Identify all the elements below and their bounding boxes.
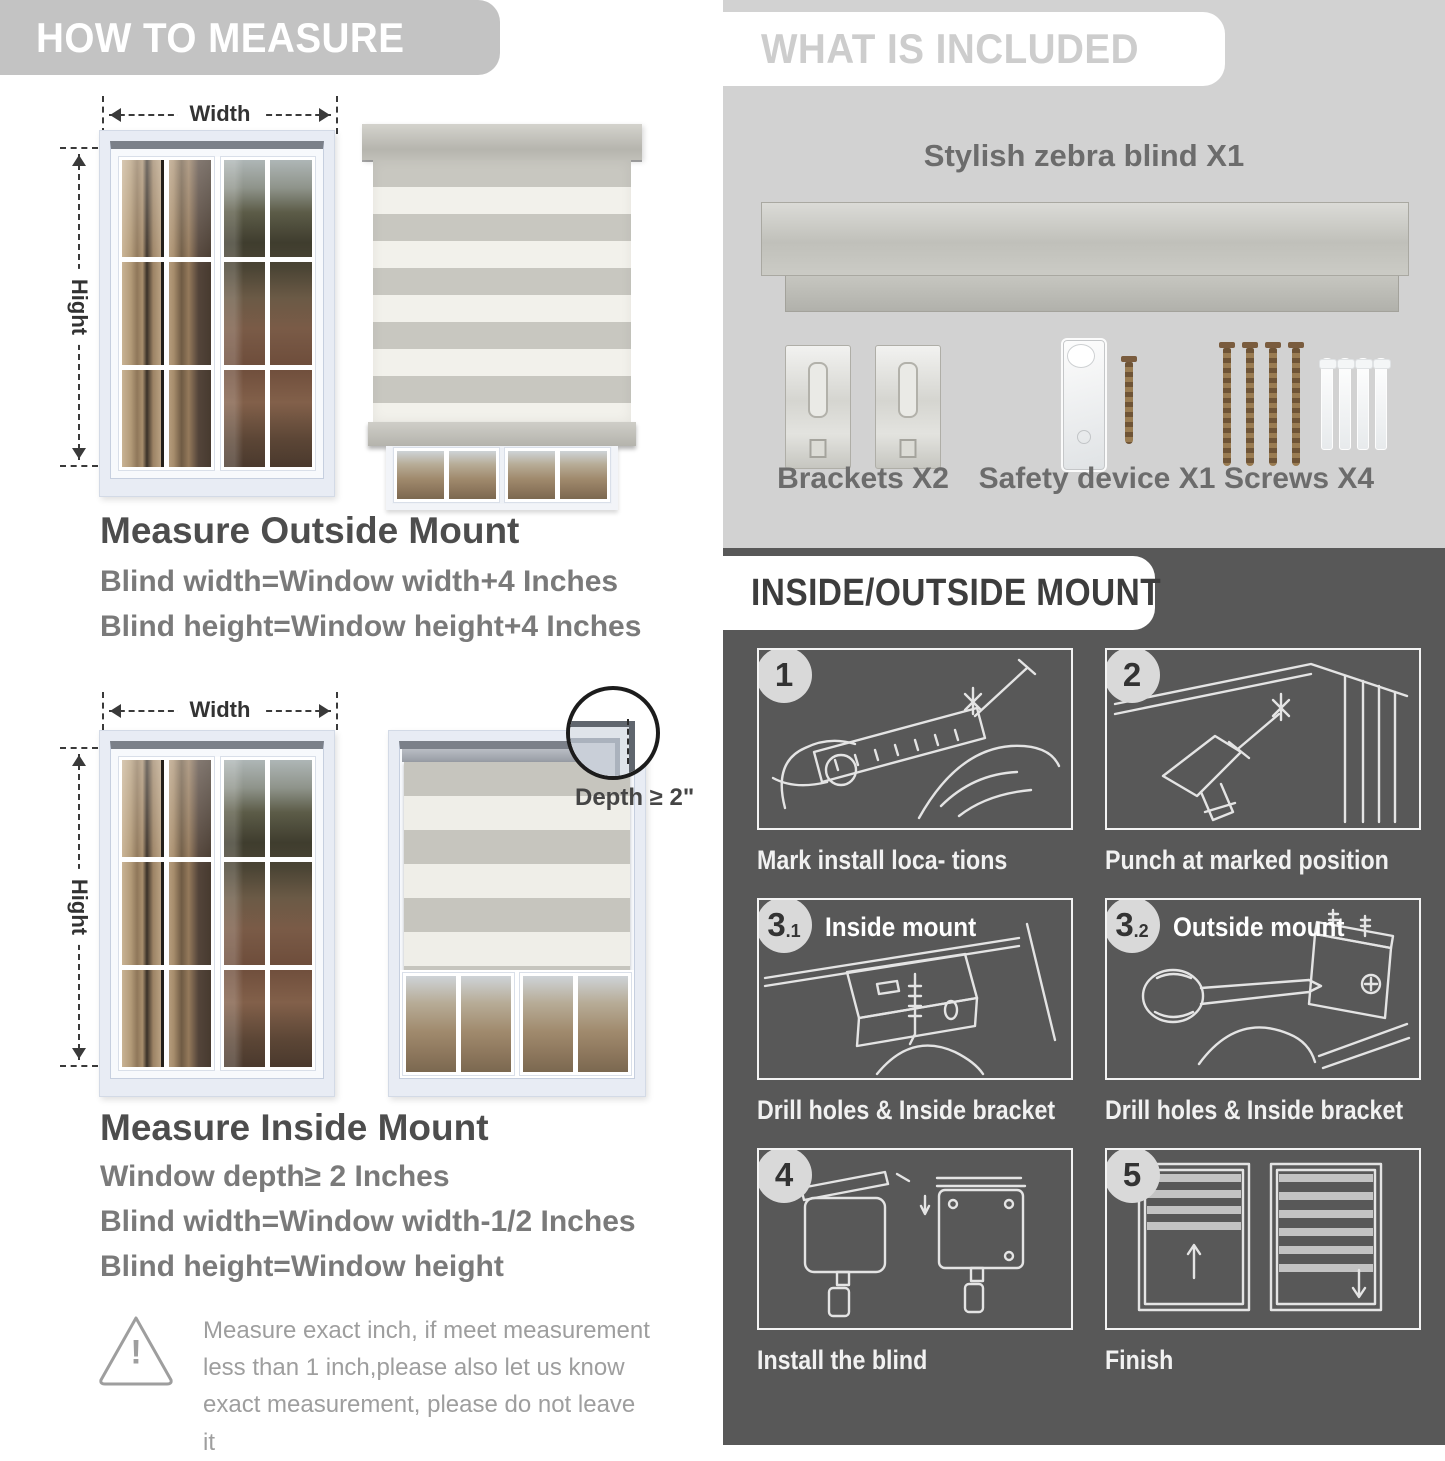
inside-depth-rule: Window depth≥ 2 Inches [100,1160,450,1193]
warning-triangle-icon [95,1312,177,1388]
badge-number: 2 [1122,656,1142,693]
width-tick-left [102,692,104,730]
step-3-1-title: Inside mount [825,912,977,942]
height-tick-bottom [60,465,98,467]
cassette-headrail [761,202,1409,276]
step-2-caption: Punch at marked position [1105,845,1389,875]
bracket-icon [875,345,941,469]
wall-anchor-icon [1321,358,1333,450]
step-3-1-badge [757,898,812,953]
blind-cassette [362,124,642,160]
step-3-2-caption: Drill holes & Inside bracket [1105,1095,1404,1125]
mount-banner [723,556,1162,630]
measurement-warning [95,1312,663,1461]
width-tick-left [102,96,104,134]
screw-icon [1125,362,1133,444]
blind-bottom-rail [368,422,636,446]
step-4-badge [757,1148,812,1203]
window-below-blind [386,446,618,510]
depth-label: Depth ≥ 2" [575,784,695,811]
window-frame [110,141,324,479]
height-label-inside: Hight [66,869,92,945]
safety-device-icon [1061,338,1107,472]
window-sash-left [394,448,499,502]
step-5-box [1105,1148,1421,1330]
badge-sub: .2 [1133,920,1149,941]
window-inside-figure [99,730,335,1097]
brackets-label: Brackets X2 [777,462,949,495]
width-label-inside: Width [178,697,263,723]
what-is-included-title: WHAT IS INCLUDED [761,25,1139,72]
step-5 [1105,1148,1421,1376]
window-sash-right [505,448,610,502]
step-5-caption: Finish [1105,1345,1174,1375]
wall-anchor-icon [1375,358,1387,450]
warning-exclamation: ! [130,1333,142,1372]
window-glass [119,157,315,470]
badge-number: 4 [774,1156,794,1193]
window-sash-left [403,973,514,1075]
safety-device-label: Safety device X1 [978,462,1216,495]
window-frame [110,741,324,1079]
step-2-badge [1105,648,1160,703]
zebra-blind-cassette-image [761,202,1409,312]
step-4-box [757,1148,1073,1330]
cassette-valance [785,276,1399,312]
inside-outside-mount-panel [723,548,1445,1445]
badge-number: 3 [767,906,786,943]
zebra-blind-outside-figure [362,124,642,510]
window-sash-right [520,973,631,1075]
installation-steps [757,648,1421,1398]
step-1-badge [757,648,812,703]
step-3-1-caption: Drill holes & Inside bracket [757,1095,1056,1125]
depth-dashed-line [627,719,629,764]
blind-stripes [373,160,631,422]
outside-width-formula: Blind width=Window width+4 Inches [100,565,619,598]
warning-text: Measure exact inch, if meet measurement less than 1 inch,please also let us know exact measurement, please do not leave it [203,1317,650,1456]
step-3-2 [1105,898,1421,1126]
badge-number: 1 [774,656,794,693]
depth-magnifier-icon [566,686,660,780]
step-1 [757,648,1073,876]
frame-corner-inner [566,738,620,780]
mount-title: INSIDE/OUTSIDE MOUNT [751,571,1162,614]
badge-number: 5 [1122,1156,1142,1193]
step-4-caption: Install the blind [757,1345,928,1375]
blind-item-label: Stylish zebra blind X1 [923,138,1245,173]
window-outside-figure [99,130,335,497]
wall-anchor-icon [1339,358,1351,450]
window-sash-right [221,757,316,1070]
window-sash-left [119,757,214,1070]
badge-sub: .1 [785,920,801,941]
inside-width-formula: Blind width=Window width-1/2 Inches [100,1205,636,1238]
step-3-2-box [1105,898,1421,1080]
height-arrow-outside [68,148,90,466]
step-3-2-badge [1105,898,1160,953]
how-to-measure-title: HOW TO MEASURE [36,13,405,61]
step-4 [757,1148,1073,1376]
width-arrow-outside [103,101,337,126]
height-label-outside: Hight [66,269,92,345]
inside-mount-title: Measure Inside Mount [100,1107,489,1148]
step-2-box [1105,648,1421,830]
step-3-1 [757,898,1073,1126]
step-1-caption: Mark install loca- tions [757,845,1008,875]
height-tick-top [60,147,98,149]
width-tick-right [336,692,338,730]
wall-anchor-icon [1357,358,1369,450]
window-below-blind [400,970,634,1078]
height-tick-bottom [60,1065,98,1067]
screws-label: Screws X4 [1223,462,1375,495]
screw-icon [1292,348,1300,466]
width-tick-right [336,96,338,134]
step-1-box [757,648,1073,830]
bracket-icon [785,345,851,469]
height-tick-top [60,747,98,749]
step-3-2-title: Outside mount [1173,912,1345,942]
step-2 [1105,648,1421,876]
what-is-included-panel [723,0,1445,548]
inside-height-formula: Blind height=Window height [100,1250,504,1283]
window-glass [119,757,315,1070]
outside-mount-title: Measure Outside Mount [100,510,520,551]
width-arrow-inside [103,697,337,722]
screw-icon [1223,348,1231,466]
step-3-1-box [757,898,1073,1080]
width-label-outside: Width [178,101,263,127]
step-5-badge [1105,1148,1160,1203]
window-sash-right [221,157,316,470]
window-sash-left [119,157,214,470]
what-is-included-banner [723,12,1225,86]
how-to-measure-banner [0,0,500,75]
screw-icon [1246,348,1254,466]
badge-number: 3 [1115,906,1134,943]
height-arrow-inside [68,748,90,1066]
screw-icon [1269,348,1277,466]
outside-height-formula: Blind height=Window height+4 Inches [100,610,642,643]
